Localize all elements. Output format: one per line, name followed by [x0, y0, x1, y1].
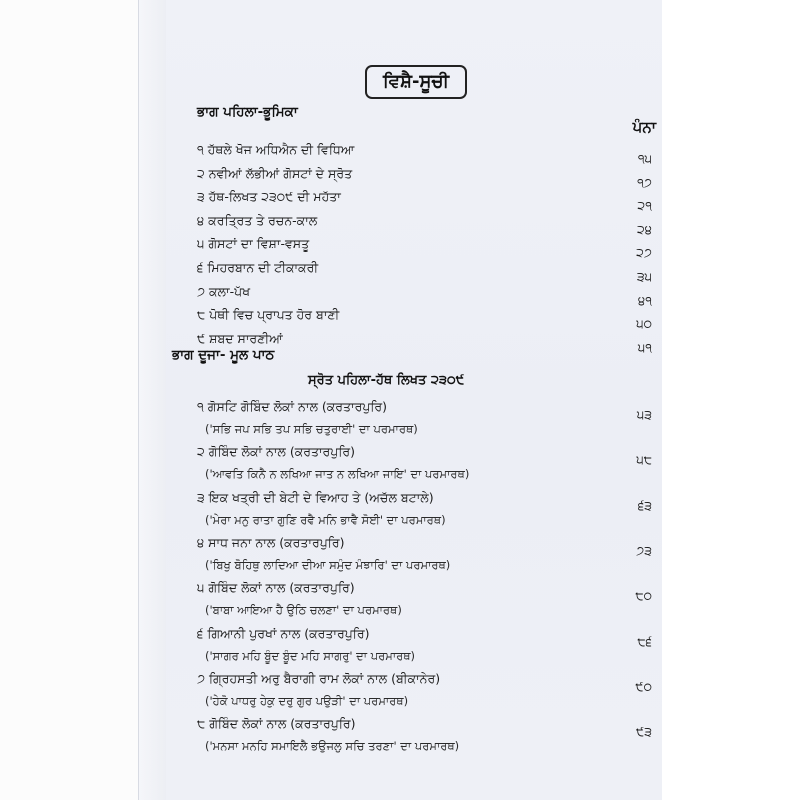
toc-entry-page: ੮੦ — [635, 588, 652, 604]
toc-entry-quote: ('ਬਾਬਾ ਆਇਆ ਹੈ ਉਠਿ ਚਲਣਾ' ਦਾ ਪਰਮਾਰਥ) — [205, 603, 402, 618]
part2-heading: ਭਾਗ ਦੂਜਾ- ਮੂਲ ਪਾਠ — [172, 347, 275, 363]
toc-entry-label: ੧ ਹੱਥਲੇ ਖੋਜ ਅਧਿਐਨ ਦੀ ਵਿਧਿਆ — [197, 142, 355, 157]
toc-entry-page: ੧੭ — [637, 174, 652, 190]
toc-entry-label: ੮ ਗੋਬਿੰਦ ਲੋਕਾਂ ਨਾਲ (ਕਰਤਾਰਪੁਰਿ) — [197, 716, 356, 732]
toc-entry-page: ੫੮ — [636, 452, 652, 468]
toc-entry-label: ੯ ਸ਼ਬਦ ਸਾਰਣੀਆਂ — [197, 330, 283, 346]
toc-entry-label: ੫ ਗੋਬਿੰਦ ਲੋਕਾਂ ਨਾਲ (ਕਰਤਾਰਪੁਰਿ) — [197, 580, 355, 596]
toc-entry-label: ੩ ਇਕ ਖਤ੍ਰੀ ਦੀ ਬੇਟੀ ਦੇ ਵਿਆਹ ਤੇ (ਅਚੱਲ ਬਟਾਲੇ) — [197, 489, 434, 505]
part2-subheading: ਸ੍ਰੋਤ ਪਹਿਲਾ-ਹੱਥ ਲਿਖਤ ੨੩੦੯ — [308, 373, 465, 388]
left-margin — [0, 0, 138, 800]
toc-entry-page: ੨੪ — [637, 221, 652, 237]
toc-entry-page: ੯੩ — [636, 724, 652, 740]
toc-entry-label: ੫ ਗੋਸਟਾਂ ਦਾ ਵਿਸ਼ਾ-ਵਸਤੂ — [197, 236, 310, 252]
toc-entry-quote: ('ਸਾਗਰ ਮਹਿ ਬੂੰਦ ਬੂੰਦ ਮਹਿ ਸਾਗਰੁ' ਦਾ ਪਰਮਾਰਥ) — [205, 648, 416, 663]
right-margin — [662, 0, 800, 800]
toc-entry-label: ੬ ਗਿਆਨੀ ਪੁਰਖਾਂ ਨਾਲ (ਕਰਤਾਰਪੁਰਿ) — [197, 625, 370, 641]
toc-entry-label: ੮ ਪੋਥੀ ਵਿਚ ਪ੍ਰਾਪਤ ਹੋਰ ਬਾਣੀ — [197, 307, 340, 323]
toc-entry-label: ੩ ਹੱਥ-ਲਿਖਤ ੨੩੦੯ ਦੀ ਮਹੱਤਾ — [197, 189, 341, 205]
toc-entry-label: ੨ ਨਵੀਆਂ ਲੱਭੀਆਂ ਗੋਸਟਾਂ ਦੇ ਸ੍ਰੋਤ — [197, 165, 353, 181]
toc-entry-page: ੯੦ — [635, 678, 652, 694]
toc-entry-label: ੭ ਗ੍ਰਿਹਸਤੀ ਅਰੁ ਬੈਰਾਗੀ ਰਾਮ ਲੋਕਾਂ ਨਾਲ (ਬੀਕਾਨੇਰ) — [197, 670, 441, 686]
toc-entry-page: ੪੧ — [638, 292, 652, 308]
previous-page-edge — [138, 0, 167, 800]
part1-heading: ਭਾਗ ਪਹਿਲਾ-ਭੂਮਿਕਾ — [197, 104, 298, 120]
page-title: ਵਿਸ਼ੈ-ਸੂਚੀ — [365, 65, 467, 99]
toc-entry-page: ੫੦ — [636, 316, 652, 332]
toc-entry-label: ੨ ਗੋਬਿੰਦ ਲੋਕਾਂ ਨਾਲ (ਕਰਤਾਰਪੁਰਿ) — [197, 444, 356, 460]
toc-entry-quote: ('ਹੇਕੋ ਪਾਧਰੁ ਹੇਕੁ ਦਰੁ ਗੁਰ ਪਉੜੀ' ਦਾ ਪਰਮਾਰਥ) — [205, 693, 409, 708]
toc-entry-quote: ('ਬਿਖੁ ਬੋਹਿਥੁ ਲਾਦਿਆ ਦੀਆ ਸਮੁੰਦ ਮੰਝਾਰਿ' ਦਾ ਪਰਮਾਰਥ) — [205, 557, 451, 572]
toc-entry-page: ੨੭ — [636, 245, 652, 261]
toc-entry-page: ੩੫ — [636, 269, 652, 284]
page-column-heading: ਪੰਨਾ — [632, 118, 656, 136]
toc-entry-page: ੮੬ — [637, 633, 652, 649]
toc-entry-page: ੫੩ — [636, 407, 652, 422]
toc-entry-label: ੪ ਸਾਧ ਜਨਾ ਨਾਲ (ਕਰਤਾਰਪੁਰਿ) — [197, 534, 345, 550]
toc-entry-label: ੧ ਗੋਸਟਿ ਗੋਬਿੰਦ ਲੋਕਾਂ ਨਾਲ (ਕਰਤਾਰਪੁਰਿ) — [197, 399, 388, 414]
toc-entry-quote: ('ਸਭਿ ਜਪ ਸਭਿ ਤਪ ਸਭਿ ਚਤੁਰਾਈ' ਦਾ ਪਰਮਾਰਥ) — [205, 422, 418, 436]
toc-entry-page: ੬੩ — [637, 497, 652, 513]
toc-entry-label: ੭ ਕਲਾ-ਪੱਖ — [197, 283, 251, 299]
toc-entry-page: ੨੧ — [637, 198, 652, 214]
toc-entry-page: ੭੩ — [636, 542, 652, 558]
toc-entry-page: ੧੫ — [637, 151, 652, 166]
toc-entry-label: ੬ ਮਿਹਰਬਾਨ ਦੀ ਟੀਕਾਕਰੀ — [197, 260, 319, 275]
toc-entry-quote: ('ਮੇਰਾ ਮਨੁ ਰਾਤਾ ਗੁਣਿ ਰਵੈ ਮਨਿ ਭਾਵੈ ਸੋਈ' ਦਾ ਪਰਮਾਰਥ) — [205, 512, 446, 527]
toc-entry-quote: ('ਮਨਸਾ ਮਨਹਿ ਸਮਾਇਲੈ ਭਉਜਲੁ ਸਚਿ ਤਰਣਾ' ਦਾ ਪਰਮਾਰਥ) — [205, 739, 460, 754]
toc-entry-label: ੪ ਕਰਤ੍ਰਿਤ ਤੇ ਰਚਨ-ਕਾਲ — [197, 212, 318, 228]
toc-entry-page: ੫੧ — [637, 339, 652, 355]
toc-entry-quote: ('ਆਵਤਿ ਕਿਨੈ ਨ ਲਖਿਆ ਜਾਤ ਨ ਲਖਿਆ ਜਾਇ' ਦਾ ਪਰਮਾਰਥ) — [205, 467, 470, 482]
